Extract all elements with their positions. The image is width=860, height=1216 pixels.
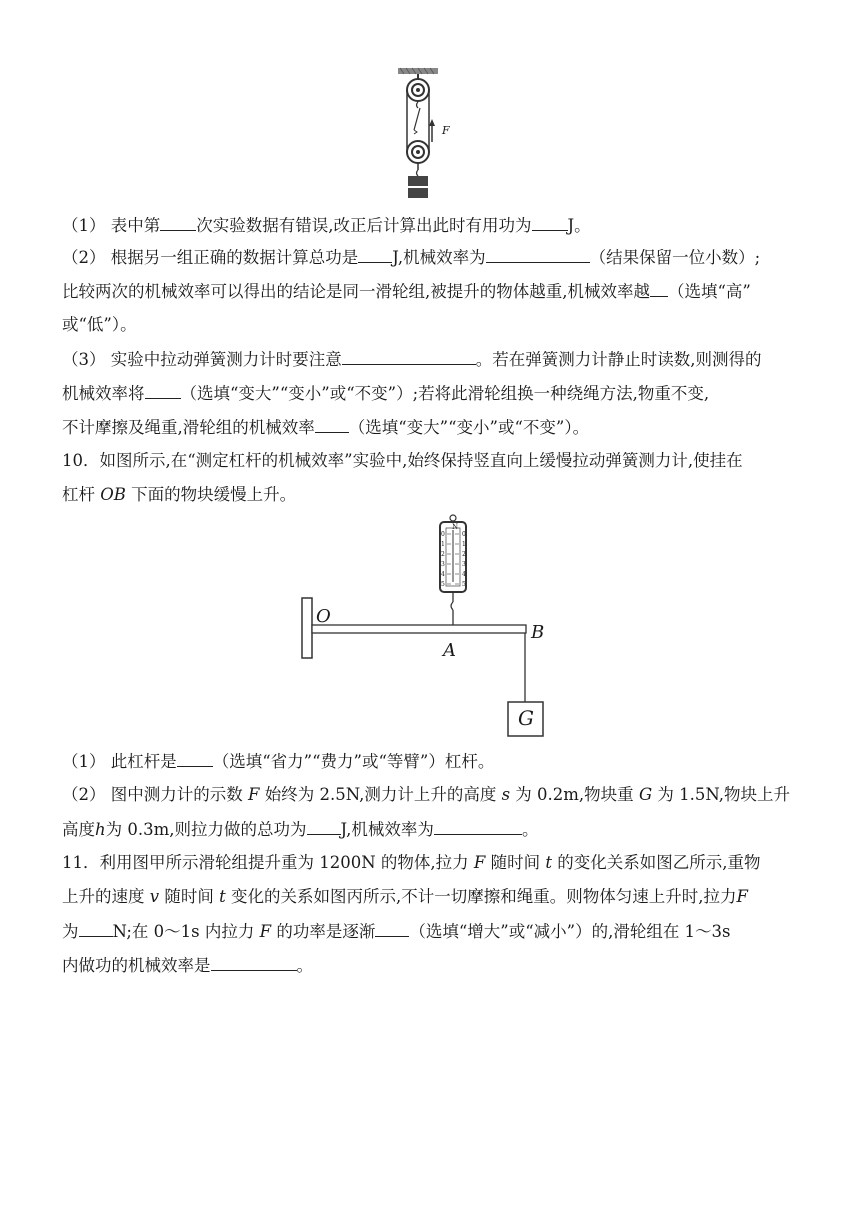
text: 或“低”）。 (62, 315, 137, 334)
tick: 4 (462, 571, 466, 578)
blank-total-work[interactable] (358, 246, 392, 263)
text: J,机械效率为 (340, 820, 434, 839)
q9-sub1 (62, 214, 802, 237)
text: J,机械效率为 (392, 248, 486, 267)
blank-high-low[interactable] (650, 280, 668, 297)
text: （1） 表中第 (62, 216, 161, 235)
var-F: F (248, 785, 260, 804)
blank-pulley-efficiency[interactable] (211, 954, 297, 971)
text: （3） 实验中拉动弹簧测力计时要注意 (62, 350, 342, 369)
label-A: A (443, 640, 456, 661)
text: （2） 根据另一组正确的数据计算总功是 (62, 248, 359, 267)
q10-sub2-line1 (62, 784, 802, 806)
var-G: G (638, 785, 653, 804)
text: 10．如图所示,在“测定杠杆的机械效率”实验中,始终保持竖直向上缓慢拉动弹簧测力计,使挂在 (62, 451, 743, 470)
text: 。 (296, 956, 313, 975)
q11-line3 (62, 920, 802, 943)
q10-sub2-line2 (62, 818, 802, 841)
q9-sub3-line1 (62, 348, 802, 371)
text: 为 0.3m,则拉力做的总功为 (105, 820, 307, 839)
blank-efficiency[interactable] (486, 246, 590, 263)
q9-sub3-line3 (62, 416, 802, 439)
var-F: F (473, 853, 486, 872)
text: 不计摩擦及绳重,滑轮组的机械效率 (62, 418, 315, 437)
label-O: O (316, 606, 331, 627)
blank-attention[interactable] (342, 348, 476, 365)
blank-lever-type[interactable] (177, 750, 213, 767)
q11-line1 (62, 852, 802, 874)
text: 始终为 2.5N,测力计上升的高度 (264, 785, 497, 804)
var-F: F (259, 922, 272, 941)
text: 。 (521, 820, 539, 839)
blank-power-trend[interactable] (375, 920, 409, 937)
text: （1） 此杠杆是 (62, 752, 177, 771)
tick: 0 (462, 531, 466, 538)
blank-useful-work[interactable] (532, 214, 568, 231)
tick: 0 (441, 531, 445, 538)
blank-efficiency-lever[interactable] (434, 818, 522, 835)
text: 内做功的机械效率是 (62, 956, 211, 975)
label-B: B (531, 622, 545, 643)
var-F: F (736, 887, 748, 906)
q9-sub3-line2 (62, 382, 802, 405)
text: 为 0.2m,物块重 (515, 785, 634, 804)
var-OB: OB (100, 485, 126, 504)
text: J。 (567, 216, 591, 235)
text: 变化的关系如图丙所示,不计一切摩擦和绳重。则物体匀速上升时,拉力 (230, 887, 737, 906)
q10-stem-line2 (62, 484, 802, 506)
text: 次实验数据有错误,改正后计算出此时有用功为 (196, 216, 532, 235)
text: （选填“变大”“变小”或“不变”）;若将此滑轮组换一种绕绳方法,物重不变, (180, 384, 710, 403)
q10-stem-line1 (62, 450, 802, 472)
text: 比较两次的机械效率可以得出的结论是同一滑轮组,被提升的物体越重,机械效率越 (62, 282, 650, 301)
text: 高度 (62, 820, 95, 839)
scale-right-ticks (462, 530, 470, 590)
tick: 5 (462, 581, 466, 588)
tick: 3 (462, 561, 466, 568)
q9-sub2-line1 (62, 246, 802, 269)
text: 机械效率将 (62, 384, 145, 403)
text: 的功率是逐渐 (276, 922, 376, 941)
text: 随时间 (164, 887, 214, 906)
tick: 3 (441, 561, 445, 568)
q10-sub1 (62, 750, 802, 773)
blank-force[interactable] (79, 920, 113, 937)
text: 11．利用图甲所示滑轮组提升重为 1200N 的物体,拉力 (62, 853, 469, 872)
q11-line2 (62, 886, 802, 908)
scale-unit-N: N (452, 523, 459, 531)
var-t: t (545, 853, 553, 872)
label-G: G (518, 706, 534, 730)
text: 随时间 (490, 853, 541, 872)
tick: 2 (462, 551, 466, 558)
force-label-F: F (442, 124, 450, 137)
var-s: s (501, 785, 511, 804)
tick: 1 (441, 541, 445, 548)
text: 为 1.5N,物块上升 (657, 785, 790, 804)
q9-sub2-line3 (62, 314, 802, 336)
text: （2） 图中测力计的示数 (62, 785, 243, 804)
q9-sub2-line2 (62, 280, 802, 303)
text: （结果保留一位小数）; (589, 248, 761, 267)
text: （选填“省力”“费力”或“等臂”）杠杆。 (212, 752, 495, 771)
text: 的变化关系如图乙所示,重物 (557, 853, 761, 872)
var-h: h (95, 820, 106, 839)
text: 下面的物块缓慢上升。 (131, 485, 297, 504)
text: （选填“增大”或“减小”）的,滑轮组在 1～3s (409, 922, 731, 941)
text: 杠杆 (62, 485, 95, 504)
blank-total-work-lever[interactable] (307, 818, 341, 835)
tick: 4 (441, 571, 445, 578)
text: 为 (62, 922, 79, 941)
var-v: v (149, 887, 160, 906)
text: （选填“高” (668, 282, 751, 301)
blank-rewind-efficiency[interactable] (315, 416, 349, 433)
tick: 5 (441, 581, 445, 588)
tick: 2 (441, 551, 445, 558)
text: （选填“变大”“变小”或“不变”）。 (348, 418, 590, 437)
tick: 1 (462, 541, 466, 548)
blank-efficiency-change[interactable] (145, 382, 181, 399)
scale-left-ticks (441, 530, 449, 590)
var-t: t (219, 887, 226, 906)
text: 。若在弹簧测力计静止时读数,则测得的 (475, 350, 762, 369)
text: 上升的速度 (62, 887, 145, 906)
blank-trial-number[interactable] (160, 214, 196, 231)
text: N;在 0～1s 内拉力 (112, 922, 255, 941)
lever-figure (296, 512, 556, 742)
q11-line4 (62, 954, 802, 977)
